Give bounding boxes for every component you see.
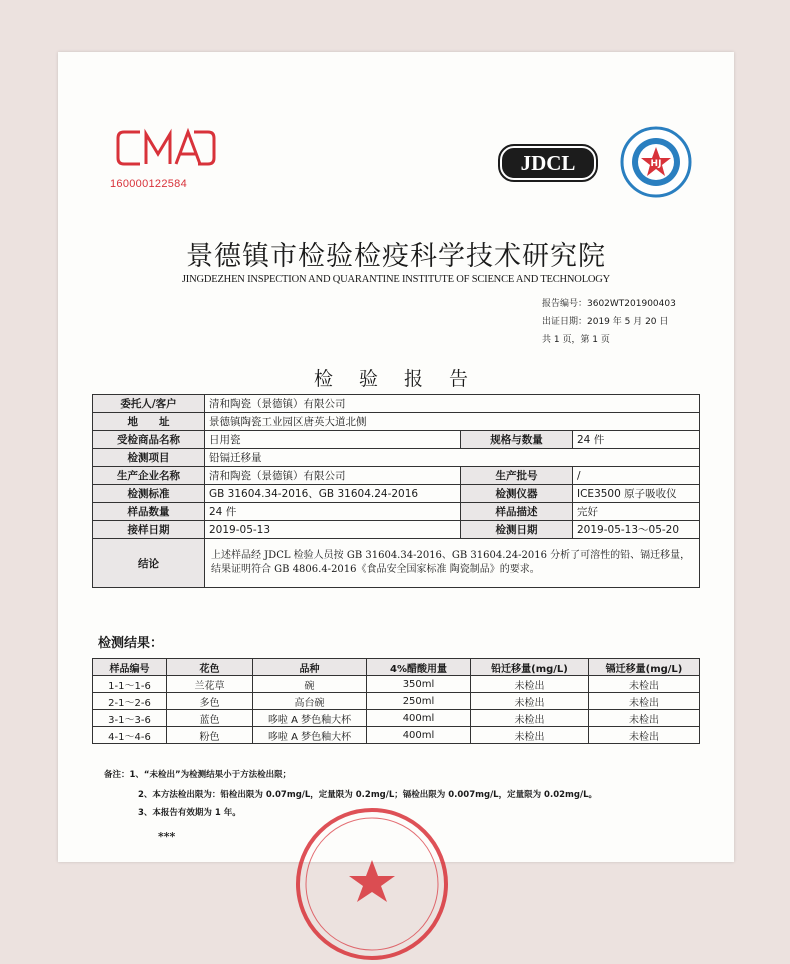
header-color: 花色 [167, 659, 253, 676]
maker-value: 清和陶瓷（景德镇）有限公司 [205, 467, 461, 485]
client-value: 清和陶瓷（景德镇）有限公司 [205, 395, 700, 413]
header-lead: 铅迁移量(mg/L) [471, 659, 589, 676]
table-row [93, 676, 700, 693]
cell-variety: 哆啦 A 梦色釉大杯 [253, 727, 367, 744]
table-row [93, 727, 700, 744]
cell-lead: 未检出 [471, 710, 589, 727]
item-value: 铅镉迁移量 [205, 449, 700, 467]
cell-color: 多色 [167, 693, 253, 710]
item-label: 检测项目 [93, 449, 205, 467]
spec-label: 规格与数量 [461, 431, 573, 449]
cell-acetic-acid: 400ml [367, 727, 471, 744]
cma-code: 160000122584 [110, 178, 188, 190]
standard-label: 检测标准 [93, 485, 205, 503]
svg-text:HJ: HJ [650, 159, 662, 169]
note-1: 备注：1、“未检出”为检测结果小于方法检出限； [104, 770, 292, 780]
batch-label: 生产批号 [461, 467, 573, 485]
issue-date: 出证日期：2019 年 5 月 20 日 [542, 317, 669, 327]
instrument-label: 检测仪器 [461, 485, 573, 503]
hj-emblem-icon [620, 126, 692, 198]
header-cadmium: 镉迁移量(mg/L) [589, 659, 700, 676]
cell-cadmium: 未检出 [589, 710, 700, 727]
cell-cadmium: 未检出 [589, 693, 700, 710]
page-count: 共 1 页，第 1 页 [542, 335, 610, 345]
description-label: 样品描述 [461, 503, 573, 521]
cell-sample-no: 4-1～4-6 [93, 727, 167, 744]
address-value: 景德镇陶瓷工业园区唐英大道北侧 [205, 413, 700, 431]
product-label: 受检商品名称 [93, 431, 205, 449]
quantity-label: 样品数量 [93, 503, 205, 521]
header-variety: 品种 [253, 659, 367, 676]
cell-acetic-acid: 350ml [367, 676, 471, 693]
standard-value: GB 31604.34-2016、GB 31604.24-2016 [205, 485, 461, 503]
institute-name-cn: 景德镇市检验检疫科学技术研究院 [186, 241, 606, 272]
stars-mark: *** [158, 830, 176, 843]
receive-date-label: 接样日期 [93, 521, 205, 539]
note-2: 2、本方法检出限为：铅检出限为 0.07mg/L，定量限为 0.2mg/L；镉检出限为 0.007mg/L，定量限为 0.02mg/L。 [138, 790, 597, 800]
test-date-value: 2019-05-13～05-20 [573, 521, 700, 539]
cell-cadmium: 未检出 [589, 727, 700, 744]
report-paper [58, 52, 734, 862]
maker-label: 生产企业名称 [93, 467, 205, 485]
client-label: 委托人/客户 [93, 395, 205, 413]
official-seal-icon [292, 804, 452, 964]
conclusion-text: 上述样品经 JDCL 检验人员按 GB 31604.34-2016、GB 31604.24-2016 分析了可溶性的铅、镉迁移量，结果证明符合 GB 4806.4-2016《食品安全国家标准 陶瓷制品》的要求。 [205, 539, 700, 588]
cell-variety: 碗 [253, 676, 367, 693]
cell-cadmium: 未检出 [589, 676, 700, 693]
conclusion-label: 结论 [93, 539, 205, 588]
instrument-value: ICE3500 原子吸收仪 [573, 485, 700, 503]
cell-lead: 未检出 [471, 676, 589, 693]
cell-variety: 哆啦 A 梦色釉大杯 [253, 710, 367, 727]
cell-acetic-acid: 400ml [367, 710, 471, 727]
cma-logo [114, 126, 218, 170]
product-value: 日用瓷 [205, 431, 461, 449]
description-value: 完好 [573, 503, 700, 521]
table-row [93, 710, 700, 727]
header-sample-no: 样品编号 [93, 659, 167, 676]
header-acetic-acid: 4%醋酸用量 [367, 659, 471, 676]
test-date-label: 检测日期 [461, 521, 573, 539]
info-table [92, 394, 700, 588]
institute-name-en: JINGDEZHEN INSPECTION AND QUARANTINE INSTITUTE OF SCIENCE AND TECHNOLOGY [181, 274, 611, 285]
results-title: 检测结果： [98, 636, 164, 651]
cell-color: 兰花草 [167, 676, 253, 693]
receive-date-value: 2019-05-13 [205, 521, 461, 539]
cell-lead: 未检出 [471, 693, 589, 710]
spec-value: 24 件 [573, 431, 700, 449]
cell-lead: 未检出 [471, 727, 589, 744]
results-table [92, 658, 700, 744]
cell-acetic-acid: 250ml [367, 693, 471, 710]
cell-variety: 高台碗 [253, 693, 367, 710]
report-number: 报告编号：3602WT201900403 [542, 299, 676, 309]
cell-sample-no: 1-1～1-6 [93, 676, 167, 693]
batch-value: / [573, 467, 700, 485]
cell-sample-no: 2-1～2-6 [93, 693, 167, 710]
table-row [93, 693, 700, 710]
address-label: 地 址 [93, 413, 205, 431]
quantity-value: 24 件 [205, 503, 461, 521]
report-title: 检 验 报 告 [313, 368, 479, 390]
note-3: 3、本报告有效期为 1 年。 [138, 808, 241, 818]
cell-color: 粉色 [167, 727, 253, 744]
cell-color: 蓝色 [167, 710, 253, 727]
cell-sample-no: 3-1～3-6 [93, 710, 167, 727]
jdcl-logo: JDCL [500, 146, 596, 180]
